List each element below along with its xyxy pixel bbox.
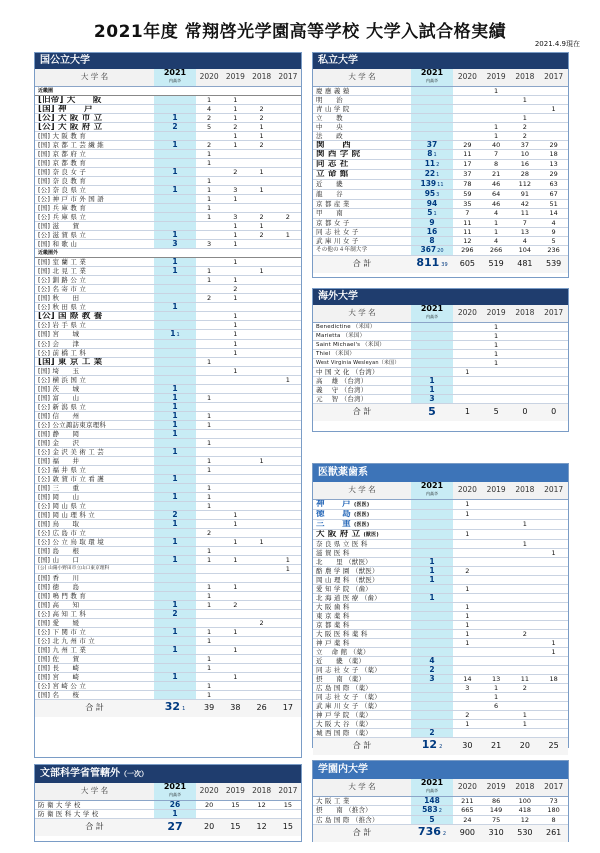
table-row: 大 阪 歯 科 1 xyxy=(313,602,568,611)
table-row: [国] 佐 賀 1 xyxy=(35,654,301,663)
total-row: 合 計 27 20 15 12 15 xyxy=(35,818,301,836)
table-row: [公] 大 阪 府 立 2 5 2 1 xyxy=(35,122,301,131)
table-header: 大 学 名 2021 内高卒 2020 2019 2018 2017 xyxy=(313,69,568,86)
table-row: [国] 長 崎 1 xyxy=(35,663,301,672)
table-row: 高 雄 （台湾） 1 xyxy=(313,376,568,385)
table-row: 関 西 学 院 81 11 7 10 18 xyxy=(313,149,568,159)
table-row: 近 畿 （薬） 4 xyxy=(313,656,568,665)
table-row: [公] 兵 庫 県 立 1 3 2 2 xyxy=(35,212,301,221)
table-row: 奈 良 県 立 医 科 1 xyxy=(313,539,568,548)
section-title: 私立大学 xyxy=(313,53,568,69)
overseas-table xyxy=(313,305,568,421)
table-row: [公] 山陽小野田市立山口東京理科 1 xyxy=(35,564,301,573)
table-row: [公] 名 寄 市 立 2 xyxy=(35,284,301,293)
table-row: [公] 神 戸 市 外 国 語 1 1 xyxy=(35,194,301,203)
table-row: Thiel （米国） 1 xyxy=(313,349,568,358)
table-row: [公] 新 潟 県 立 1 xyxy=(35,402,301,411)
table-row: [公] 福 井 県 立 1 xyxy=(35,465,301,474)
table-row: 義 守 （台湾） 1 xyxy=(313,385,568,394)
table-row: 摂 南 （推含） 5832 665 149 418 180 xyxy=(313,805,568,815)
private-university-section xyxy=(312,52,569,278)
table-row: 京 都 産 業 94 35 46 42 51 xyxy=(313,199,568,208)
total-row: 合 計 736 2 900 310 530 261 xyxy=(313,824,568,842)
table-row: 摂 南 （薬） 3 14 13 11 18 xyxy=(313,674,568,683)
table-row: 同 志 社 112 17 8 16 13 xyxy=(313,159,568,169)
section-title: 文部科学省管轄外（一次） xyxy=(35,765,301,783)
table-row: 大 阪 医 科 薬 科 1 2 xyxy=(313,629,568,638)
page-title: 2021年度 常翔啓光学園高等学校 大学入試合格実績 xyxy=(93,22,507,42)
table-row: [国] 京 都 工 芸 繊 維 1 2 1 2 xyxy=(35,140,301,149)
gakuen-table xyxy=(313,779,568,842)
table-row: [国] 香 川 xyxy=(35,573,301,582)
section-title: 医獣薬歯系 xyxy=(313,464,568,482)
table-row: [国] 岡 山 理 科 立 2 1 xyxy=(35,510,301,519)
category-row: 近畿圏外 xyxy=(35,248,301,257)
table-row: [公] 金 沢 美 術 工 芸 1 xyxy=(35,447,301,456)
table-row: [国] 鳴 門 教 育 1 xyxy=(35,591,301,600)
table-row: [国] 愛 媛 2 xyxy=(35,618,301,627)
table-row: [国] 名 桜 1 xyxy=(35,690,301,699)
table-row: 徳 島 (医医) 1 xyxy=(313,509,568,519)
table-row: 甲 南 51 7 4 11 14 xyxy=(313,208,568,218)
table-row: [公] 滋 賀 県 立 1 1 2 1 xyxy=(35,230,301,239)
table-row: [国] 宮 崎 1 1 xyxy=(35,672,301,681)
table-row: 青 山 学 院 1 xyxy=(313,104,568,113)
table-row: [国] 富 山 1 1 xyxy=(35,393,301,402)
table-header: 大 学 名 2021 内高卒 2020 2019 2018 2017 xyxy=(35,69,301,86)
table-row: 同 志 社 女 子 16 11 1 13 9 xyxy=(313,227,568,236)
table-row: 中 央 1 2 xyxy=(313,122,568,131)
table-row: [国] 京 都 教 育 1 xyxy=(35,158,301,167)
table-row: 愛 知 学 院 （歯） 1 xyxy=(313,584,568,593)
table-row: [公] 敦 賀 市 立 看 護 1 xyxy=(35,474,301,483)
mext-section xyxy=(34,764,302,842)
table-row: [公] 横 浜 国 立 1 xyxy=(35,375,301,384)
table-row: [国] 神 戸 4 1 2 xyxy=(35,104,301,113)
table-row: West Virginia Wesleyan（米国） 1 xyxy=(313,358,568,367)
table-row: 関 西 37 29 40 37 29 xyxy=(313,140,568,149)
section-title: 国公立大学 xyxy=(35,53,301,69)
table-row: 防 衛 医 科 大 学 校 1 xyxy=(35,809,301,818)
table-row: [国] 奈 良 女 子 1 2 1 xyxy=(35,167,301,176)
table-row: Marietta （米国） 1 xyxy=(313,331,568,340)
table-row: 大 阪 大 谷 （薬） 1 1 xyxy=(313,719,568,728)
public-table xyxy=(35,69,301,717)
medical-section xyxy=(312,463,569,752)
table-row: [公] 釧 路 公 立 1 1 xyxy=(35,275,301,284)
table-row: 龍 谷 953 59 64 91 67 xyxy=(313,189,568,199)
table-header: 大 学 名 2021 内高卒 2020 2019 2018 2017 xyxy=(313,305,568,322)
table-row: 立 命 館 （薬） 1 xyxy=(313,647,568,656)
table-row: 立 命 館 221 37 21 28 29 xyxy=(313,169,568,179)
table-row: 防 衛 大 学 校 26 20 15 12 15 xyxy=(35,800,301,809)
table-row: Benedictine （米国） 1 xyxy=(313,322,568,331)
table-row: 北 海 道 医 療 （歯） 1 xyxy=(313,593,568,602)
table-row: Saint Michael's （米国） 1 xyxy=(313,340,568,349)
table-row: [公] 前 橋 工 科 1 xyxy=(35,348,301,357)
table-row: [公] 国 際 教 養 1 xyxy=(35,311,301,320)
table-row: 武 庫 川 女 子 （薬） 6 xyxy=(313,701,568,710)
table-header: 大 学 名 2021 内高卒 2020 2019 2018 2017 xyxy=(35,783,301,800)
table-row: [国] 岡 山 1 1 xyxy=(35,492,301,501)
table-row: [国] 秋 田 2 1 xyxy=(35,293,301,302)
table-row: 武 庫 川 女 子 8 12 4 4 5 xyxy=(313,236,568,245)
section-title: 海外大学 xyxy=(313,289,568,305)
table-row: [国] 金 沢 1 xyxy=(35,438,301,447)
table-row: [公] 高 知 工 科 2 xyxy=(35,609,301,618)
table-row: [国] 京 都 府 立 1 xyxy=(35,149,301,158)
table-row: 明 治 1 xyxy=(313,95,568,104)
table-row: [国] 三 重 1 xyxy=(35,483,301,492)
mext-table xyxy=(35,783,301,836)
gakuen-section xyxy=(312,760,569,842)
table-row: [公] 下 関 市 立 1 1 1 xyxy=(35,627,301,636)
table-row: [国] 兵 庫 教 育 1 xyxy=(35,203,301,212)
table-header: 大 学 名 2021 内高卒 2020 2019 2018 2017 xyxy=(313,482,568,499)
table-row: [国] 奈 良 教 育 1 xyxy=(35,176,301,185)
table-row: 大 阪 工 業 148 211 86 100 73 xyxy=(313,796,568,805)
public-university-section xyxy=(34,52,302,758)
table-row: 中 国 文 化 （台湾） 1 xyxy=(313,367,568,376)
table-row: 東 京 薬 科 1 xyxy=(313,611,568,620)
table-row: [国] 和 歌 山 3 3 1 xyxy=(35,239,301,248)
table-row: [国] 室 蘭 工 業 1 1 xyxy=(35,257,301,266)
table-row: 同 志 社 女 子 （薬） 1 xyxy=(313,692,568,701)
total-row: 合 計 32 1 39 38 26 17 xyxy=(35,699,301,717)
table-row: 神 戸 学 院 （薬） 2 1 xyxy=(313,710,568,719)
table-row: [国] 九 州 工 業 1 1 xyxy=(35,645,301,654)
total-row: 合 計 811 39 605 519 481 539 xyxy=(313,255,568,273)
table-row: 立 教 1 xyxy=(313,113,568,122)
table-row: [国] 福 井 1 1 xyxy=(35,456,301,465)
table-row: [国] 東 京 工 業 1 xyxy=(35,357,301,366)
table-row: [国] 茨 城 1 xyxy=(35,384,301,393)
medical-table xyxy=(313,482,568,755)
table-row: [国] 静 岡 1 xyxy=(35,429,301,438)
table-row: [国] 信 州 1 1 xyxy=(35,411,301,420)
table-row: [公] 公 立 鳥 取 環 境 1 1 1 xyxy=(35,537,301,546)
table-row: 近 畿 13911 78 46 112 63 xyxy=(313,179,568,189)
table-header: 大 学 名 2021 内高卒 2020 2019 2018 2017 xyxy=(313,779,568,796)
total-row: 合 計 12 2 30 21 20 25 xyxy=(313,737,568,755)
table-row: 同 志 社 女 子 （薬） 2 xyxy=(313,665,568,674)
table-row: 京 都 女 子 9 11 1 7 4 xyxy=(313,218,568,227)
report-date: 2021.4.9現在 xyxy=(534,40,580,48)
table-row: 広 島 国 際 （薬） 3 1 2 xyxy=(313,683,568,692)
table-row: [公] 岡 山 県 立 1 xyxy=(35,501,301,510)
table-row: [公] 北 九 州 市 立 1 xyxy=(35,636,301,645)
table-row: 滋 賀 医 科 1 xyxy=(313,548,568,557)
overseas-university-section xyxy=(312,288,569,432)
table-row: 北 里 （獣医） 1 xyxy=(313,557,568,566)
table-row: [国] 山 口 1 1 1 1 xyxy=(35,555,301,564)
table-row: [国] 高 知 1 1 2 xyxy=(35,600,301,609)
table-row: [国] 北 見 工 業 1 1 1 xyxy=(35,266,301,275)
table-row: [国] 滋 賀 1 1 xyxy=(35,221,301,230)
section-title: 学園内大学 xyxy=(313,761,568,779)
table-row: [旧帝] 大 阪 1 1 xyxy=(35,95,301,104)
table-row: 元 智 （台湾） 3 xyxy=(313,394,568,403)
table-row: [公] 宮 崎 公 立 1 xyxy=(35,681,301,690)
table-row: [国] 島 根 1 xyxy=(35,546,301,555)
table-row: [公] 大 阪 市 立 1 2 1 2 xyxy=(35,113,301,122)
table-row: [公] 秋 田 県 立 1 xyxy=(35,302,301,311)
table-row: 神 戸 (医医) 1 xyxy=(313,499,568,509)
private-table xyxy=(313,69,568,273)
table-row: [国] 宮 城 11 1 xyxy=(35,329,301,339)
table-row: [公] 広 島 市 立 2 xyxy=(35,528,301,537)
table-row: [国] 徳 島 1 1 xyxy=(35,582,301,591)
table-row: 京 都 薬 科 1 xyxy=(313,620,568,629)
table-row: [公] 岩 手 県 立 1 xyxy=(35,320,301,329)
table-row: 法 政 1 2 xyxy=(313,131,568,140)
total-row: 合 計 5 1 5 0 0 xyxy=(313,403,568,421)
table-row: 大 阪 府 立 (獣医) 1 xyxy=(313,529,568,539)
table-row: [国] 大 阪 教 育 1 1 xyxy=(35,131,301,140)
table-row: [国] 埼 玉 1 xyxy=(35,366,301,375)
table-row: [公] 奈 良 県 立 1 1 3 1 xyxy=(35,185,301,194)
table-row: 岡 山 理 科 （獣医） 1 xyxy=(313,575,568,584)
table-row: 広 島 国 際 （推含） 5 24 75 12 8 xyxy=(313,815,568,824)
table-row: [公] 会 津 1 xyxy=(35,339,301,348)
table-row: 三 重 (医医) 1 xyxy=(313,519,568,529)
table-row: [公] 公立諏訪東京理科 1 1 xyxy=(35,420,301,429)
category-row: 近畿圏 xyxy=(35,86,301,95)
table-row: [国] 鳥 取 1 1 xyxy=(35,519,301,528)
table-row: その他の４年制大学 36720 296 266 104 236 xyxy=(313,245,568,255)
table-row: 酪 農 学 園 （獣医） 1 2 xyxy=(313,566,568,575)
table-row: 城 西 国 際 （薬） 2 xyxy=(313,728,568,737)
table-row: 慶 應 義 塾 1 xyxy=(313,86,568,95)
table-row: 神 戸 薬 科 1 1 xyxy=(313,638,568,647)
